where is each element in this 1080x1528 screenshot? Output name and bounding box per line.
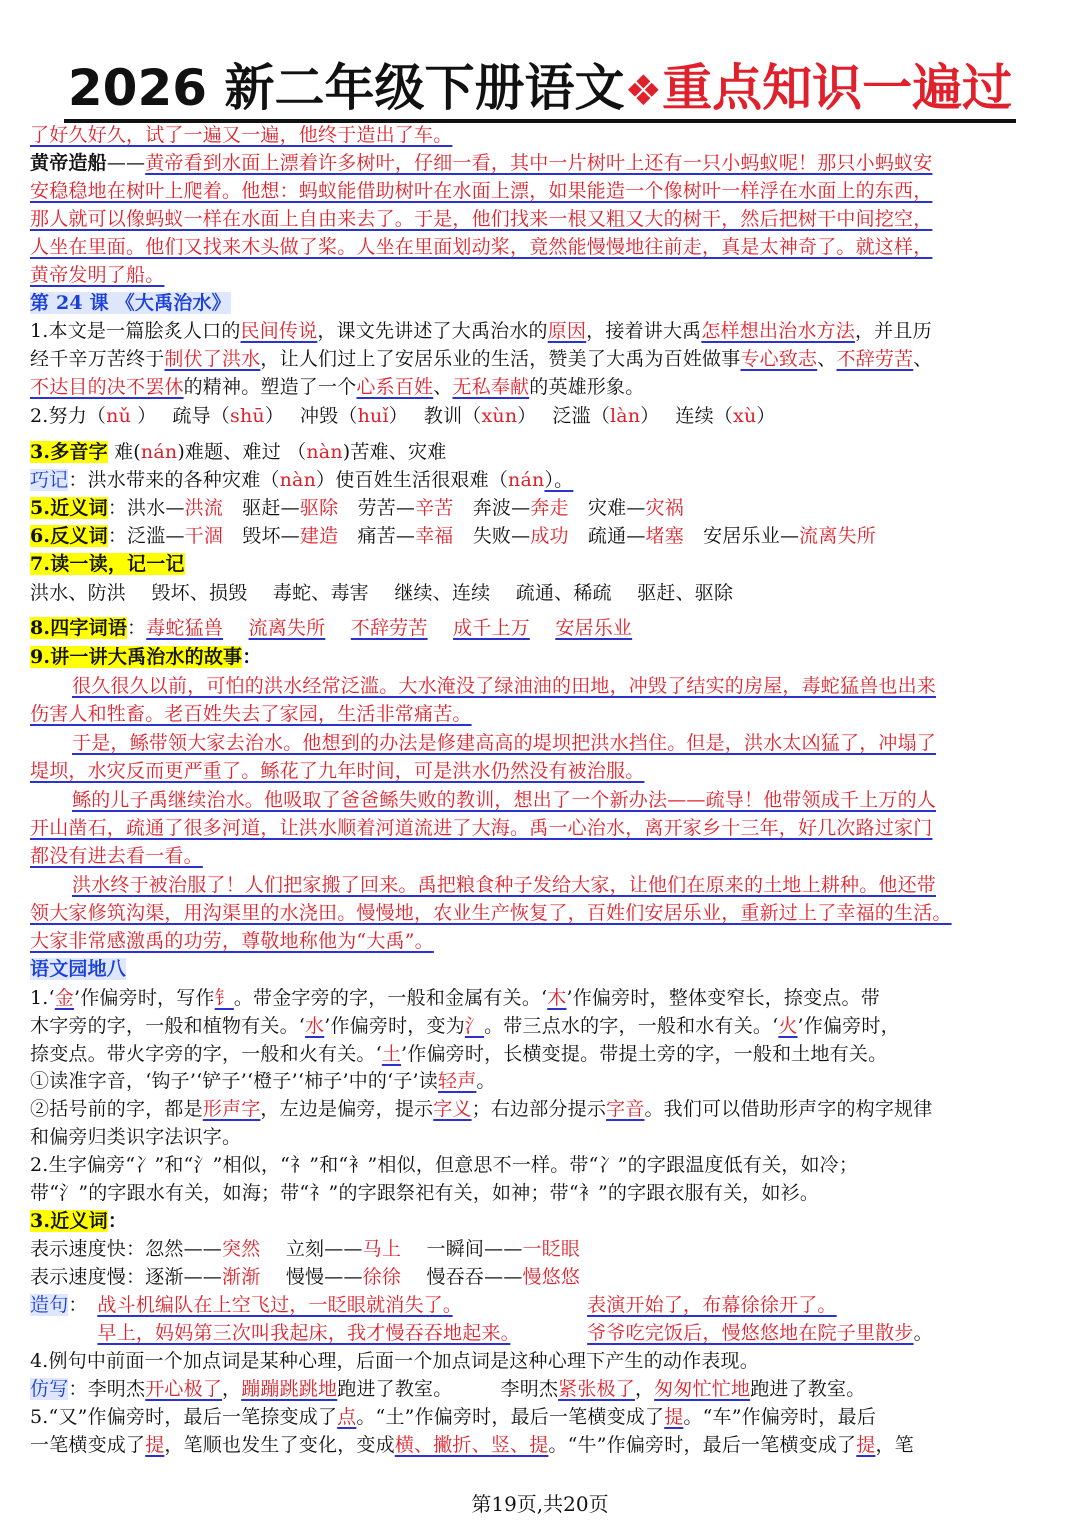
text-segment: ）使百姓生活很艰难（ — [316, 469, 509, 491]
text-segment: 和偏旁归类识字法识字。 — [30, 1126, 242, 1148]
text-segment: 表演开始了，布幕徐徐开了。 — [587, 1294, 837, 1316]
text-segment: 流离失所 — [248, 617, 326, 639]
text-segment: 不辞劳苦 — [350, 617, 428, 639]
text-segment: ：泛滥— — [107, 525, 185, 547]
text-segment: 一眨眼 — [522, 1238, 581, 1260]
text-segment: 安稳稳地在树叶上爬着。他想：蚂蚁能借助树叶在水面上漂，如果能造一个像树叶一样浮在水面上的东西， — [30, 180, 933, 202]
text-segment: 提 — [145, 1434, 165, 1456]
text-segment: 4.例句中前面一个加点词是某种心理，后面一个加点词是这种心理下产生的动作表现。 — [30, 1350, 759, 1372]
text-segment: 专心致志 — [740, 348, 818, 370]
text-line — [30, 1431, 1050, 1459]
text-segment: ：洪水带来的各种灾难（ — [68, 469, 280, 491]
text-segment: ） — [756, 405, 776, 427]
text-segment: 鲧的儿子禹继续治水。他吸取了爸爸鲧失败的教训，想出了一个新办法——疏导！他带领成千上万的人 — [72, 789, 937, 811]
text-segment: 慢慢—— — [260, 1266, 363, 1288]
text-segment: 痛苦— — [338, 525, 416, 547]
text-segment: 慢吞吞—— — [401, 1266, 523, 1288]
text-segment: ’作偏旁时，变为 — [324, 1015, 465, 1037]
diamond-icon: ❖ — [624, 66, 663, 115]
text-segment: 。“土”作偏旁时，最后一笔横变成了 — [356, 1406, 665, 1428]
text-line — [30, 1123, 1050, 1151]
text-segment: 人坐在里面。他们又找来木头做了桨。人坐在里面划动桨，竟然能慢慢地往前走，真是太神奇了。就这样， — [30, 236, 933, 258]
text-segment: 语文园地八 — [30, 958, 127, 980]
text-segment: 点 — [337, 1406, 357, 1428]
text-segment: 慢悠悠 — [522, 1266, 581, 1288]
text-segment: ’作偏旁时，写作 — [73, 987, 215, 1009]
text-segment: 早上，妈妈第三次叫我起床，我才慢吞吞地起来。 — [97, 1322, 511, 1344]
text-segment: 木字旁的字，一般和植物有关。‘ — [30, 1015, 306, 1037]
text-segment: ， — [634, 1378, 655, 1400]
text-segment: 1.本文是一篇脍炙人口的 — [30, 320, 241, 342]
text-segment: ，接着讲大禹 — [586, 320, 702, 342]
text-line — [30, 842, 1050, 870]
text-segment: ，并且历 — [854, 320, 932, 342]
text-segment — [510, 1322, 587, 1344]
text-segment: 跑进了教室。 李明杰 — [337, 1378, 559, 1400]
text-segment: 开山凿石，疏通了很多河道，让洪水顺着河道流进了大海。禹一心治水，离开家乡十三年，好几次路过家门 — [30, 817, 933, 839]
page-title — [0, 58, 1080, 123]
text-segment: )难题、难过 （ — [177, 441, 307, 463]
text-line — [30, 1235, 1050, 1263]
text-segment: 劳苦— — [338, 497, 416, 519]
text-segment: 伤害人和牲畜。老百姓失去了家园，生活非常痛苦。 — [30, 703, 472, 725]
text-segment: 建造 — [299, 525, 339, 547]
text-line — [30, 1040, 1050, 1068]
text-segment: ： — [68, 1294, 98, 1316]
text-segment: 仿写 — [30, 1378, 69, 1400]
text-line — [30, 438, 1050, 466]
text-segment: 9.讲一讲大禹治水的故事 — [30, 646, 243, 668]
text-segment: 制伏了洪水 — [164, 348, 261, 370]
text-segment: 蹦蹦跳跳地 — [241, 1378, 338, 1400]
text-segment: ） 疏导（ — [131, 405, 230, 427]
text-line — [30, 261, 1050, 289]
text-segment: —— — [106, 152, 146, 174]
text-segment: 经千辛万苦终于 — [30, 348, 165, 370]
text-segment: 爷爷吃完饭后，慢悠悠地在院子里散步 — [587, 1322, 914, 1344]
text-segment — [428, 617, 453, 639]
text-segment: 毒蛇猛兽 — [146, 617, 224, 639]
text-line — [30, 373, 1050, 401]
text-line — [30, 1263, 1050, 1291]
text-segment: 堵塞 — [645, 525, 684, 547]
text-line — [30, 814, 1050, 842]
text-segment: 提 — [664, 1406, 684, 1428]
text-segment: 奔波— — [453, 497, 531, 519]
text-segment: 3.近义词 — [30, 1210, 108, 1232]
text-line — [30, 345, 1050, 373]
text-segment: 不辞劳苦 — [836, 348, 914, 370]
text-segment: 的英雄形象。 — [529, 376, 645, 398]
text-segment: shū — [230, 405, 265, 427]
text-segment: 。 — [476, 1070, 496, 1092]
text-line — [30, 289, 1050, 317]
text-segment: 黄帝造船 — [30, 152, 107, 174]
text-segment: ’作偏旁时，整体变窄长，捺变点。带 — [566, 987, 880, 1009]
text-segment: 开心极了 — [145, 1378, 223, 1400]
text-line — [30, 1095, 1050, 1123]
text-segment: 成千上万 — [453, 617, 530, 639]
text-segment: 形声字 — [202, 1098, 261, 1120]
text-segment: 的精神。塑造了一个 — [183, 376, 357, 398]
text-line — [30, 927, 1050, 955]
text-segment: ） 教训（ — [388, 405, 482, 427]
text-line — [30, 466, 1050, 494]
text-segment: 2.生字偏旁“冫”和“氵”相似，“礻”和“衤”相似，但意思不一样。带“冫”的字跟温度低有关，如冷； — [30, 1154, 859, 1176]
text-segment: 无私奉献 — [452, 376, 530, 398]
text-segment: 。带三点水的字，一般和水有关。‘ — [484, 1015, 779, 1037]
text-segment: 钅 — [214, 987, 234, 1009]
text-segment: ）。 — [544, 469, 574, 491]
text-line — [30, 643, 1050, 671]
text-segment: ：洪水— — [107, 497, 185, 519]
text-segment: 黄帝发明了船。 — [30, 264, 165, 286]
text-segment: huǐ — [357, 405, 389, 427]
text-segment: 火 — [778, 1015, 798, 1037]
text-line — [30, 579, 1050, 607]
text-segment: ， — [222, 1378, 242, 1400]
text-segment: 造句 — [30, 1294, 69, 1316]
text-segment: 马上 — [362, 1238, 402, 1260]
text-segment: 不达目的决不罢休 — [30, 376, 184, 398]
text-line — [30, 177, 1050, 205]
text-segment: ’作偏旁时， — [797, 1015, 900, 1037]
text-segment: 徐徐 — [362, 1266, 402, 1288]
text-segment: 立刻—— — [260, 1238, 363, 1260]
text-segment: ） 冲毁（ — [264, 405, 358, 427]
text-segment: 心系百姓 — [356, 376, 434, 398]
text-segment: 疏通— — [568, 525, 646, 547]
text-segment: 紧张极了 — [558, 1378, 635, 1400]
text-segment: 一瞬间—— — [401, 1238, 523, 1260]
text-line — [30, 317, 1050, 345]
text-line — [30, 1179, 1050, 1207]
text-segment: 都没有进去看一看。 — [30, 845, 203, 867]
text-segment: ；右边部分提示 — [471, 1098, 607, 1120]
text-segment: 。“牛”作偏旁时，最后一笔横变成了 — [548, 1434, 857, 1456]
text-segment: 灾难— — [568, 497, 646, 519]
text-line — [30, 402, 1050, 430]
text-segment: 驱除 — [299, 497, 339, 519]
text-segment: 水 — [305, 1015, 325, 1037]
text-segment: 1.‘ — [30, 987, 55, 1009]
text-line — [30, 1403, 1050, 1431]
title-main: 2026 新二年级下册语文 — [67, 59, 625, 117]
text-segment: nàn — [279, 469, 317, 491]
text-segment: 安居乐业— — [683, 525, 800, 547]
text-segment: 堤坝，水灾反而更严重了。鲧花了九年时间，可是洪水仍然没有被治服。 — [30, 760, 645, 782]
text-line — [30, 522, 1050, 550]
text-segment: 字义 — [433, 1098, 472, 1120]
text-segment: 一笔横变成了 — [30, 1434, 146, 1456]
text-line — [30, 700, 1050, 728]
text-segment: 、 — [913, 348, 933, 370]
text-line — [30, 233, 1050, 261]
text-line — [30, 984, 1050, 1012]
text-segment: 木 — [547, 987, 567, 1009]
text-line — [30, 1375, 1050, 1403]
text-segment: 土 — [381, 1043, 402, 1065]
text-segment: ） 连续（ — [640, 405, 734, 427]
text-segment: 渐渐 — [222, 1266, 261, 1288]
text-segment: 突然 — [222, 1238, 261, 1260]
text-segment: 横、撇折、竖、提 — [394, 1434, 549, 1456]
text-segment: 。我们可以借助形声字的构字规律 — [644, 1098, 933, 1120]
text-segment: ，笔 — [875, 1434, 914, 1456]
text-segment: 表示速度慢：逐渐—— — [30, 1266, 223, 1288]
text-segment: 提 — [856, 1434, 876, 1456]
text-segment: làn — [610, 405, 641, 427]
text-line — [30, 494, 1050, 522]
text-segment: 5.近义词 — [30, 497, 108, 519]
text-segment: 灾祸 — [645, 497, 684, 519]
text-segment: 安居乐业 — [555, 617, 633, 639]
text-segment: )苦难、灾难 — [342, 441, 447, 463]
text-line — [30, 1291, 1050, 1319]
text-segment: 很久很久以前，可怕的洪水经常泛滥。大水淹没了绿油油的田地，冲毁了结实的房屋，毒蛇猛兽也出来 — [72, 675, 937, 697]
text-segment: 巧记 — [30, 469, 69, 491]
text-segment: nán — [508, 469, 545, 491]
text-segment: 。 — [913, 1322, 933, 1344]
text-segment — [223, 617, 248, 639]
text-line — [30, 1207, 1050, 1235]
text-segment: 6.反义词 — [30, 525, 108, 547]
title-highlight: 重点知识一遍过 — [662, 59, 1013, 117]
text-segment: ，课文先讲述了大禹治水的 — [317, 320, 548, 342]
text-segment: 了好久好久，试了一遍又一遍，他终于造出了车。 — [30, 124, 453, 146]
text-line — [30, 955, 1050, 983]
text-segment — [72, 1322, 97, 1344]
text-segment: nǔ — [106, 405, 132, 427]
text-segment: ①读准字音，‘钩子’‘铲子’‘橙子’‘柿子’中的‘子’读 — [30, 1070, 438, 1092]
text-line — [30, 1319, 1050, 1347]
text-segment: 洪流 — [184, 497, 224, 519]
text-segment: 辛苦 — [415, 497, 454, 519]
text-line — [30, 1151, 1050, 1179]
text-segment: ） 泛滥（ — [517, 405, 611, 427]
text-segment: xùn — [481, 405, 518, 427]
text-segment: 氵 — [464, 1015, 485, 1037]
text-line — [30, 614, 1050, 642]
text-segment: 民间传说 — [240, 320, 318, 342]
text-segment: 跑进了教室。 — [750, 1378, 866, 1400]
text-segment: 金 — [54, 987, 74, 1009]
text-line — [30, 757, 1050, 785]
text-segment: 于是，鲧带领大家去治水。他想到的办法是修建高高的堤坝把洪水挡住。但是，洪水太凶猛了，冲塌了 — [72, 732, 937, 754]
text-segment: 毁坏— — [223, 525, 300, 547]
text-segment: xù — [733, 405, 757, 427]
text-segment: 字音 — [606, 1098, 645, 1120]
text-segment: 7.读一读，记一记 — [30, 553, 185, 575]
page-footer: 第19页,共20页 — [471, 1492, 609, 1516]
text-segment: 领大家修筑沟渠，用沟渠里的水浇田。慢慢地，农业生产恢复了，百姓们安居乐业，重新过上了幸福的生活。 — [30, 902, 952, 924]
text-segment: 驱赶— — [223, 497, 300, 519]
text-segment: 成功 — [530, 525, 569, 547]
text-segment: ：李明杰 — [68, 1378, 146, 1400]
text-segment: 那人就可以像蚂蚁一样在水面上自由来去了。于是，他们找来一根又粗又大的树干，然后把树干中间挖空， — [30, 208, 933, 230]
text-segment: ，笔顺也发生了变化，变成 — [164, 1434, 395, 1456]
text-segment — [530, 617, 555, 639]
text-line — [30, 729, 1050, 757]
text-line — [30, 786, 1050, 814]
text-line — [30, 672, 1050, 700]
text-segment: 。带金字旁的字，一般和金属有关。‘ — [233, 987, 548, 1009]
text-segment: ： — [127, 617, 147, 639]
text-segment: ’作偏旁时，长横变提。带提土旁的字，一般和土地有关。 — [401, 1043, 888, 1065]
text-line — [30, 205, 1050, 233]
text-segment — [453, 1294, 587, 1316]
text-segment: 洪水终于被治服了！人们把家搬了回来。禹把粮食种子发给大家，让他们在原来的土地上耕种。他还带 — [72, 874, 937, 896]
text-segment: 奔走 — [530, 497, 569, 519]
text-segment: 失败— — [453, 525, 531, 547]
text-line — [30, 871, 1050, 899]
text-segment: ，让人们过上了安居乐业的生活，赞美了大禹为百姓做事 — [260, 348, 741, 370]
text-line — [30, 1347, 1050, 1375]
text-segment: 战斗机编队在上空飞过，一眨眼就消失了。 — [97, 1294, 453, 1316]
text-segment: ，左边是偏旁，提示 — [260, 1098, 434, 1120]
text-segment: 2.努力（ — [30, 405, 107, 427]
text-segment: 轻声 — [438, 1070, 477, 1092]
text-line — [30, 899, 1050, 927]
text-line — [30, 149, 1050, 177]
text-segment: 原因 — [547, 320, 587, 342]
text-segment: 怎样想出治水方法 — [701, 320, 855, 342]
text-segment: ： — [107, 1210, 128, 1232]
text-segment: 流离失所 — [799, 525, 876, 547]
text-segment — [325, 617, 350, 639]
text-line — [30, 1067, 1050, 1095]
text-segment: 带“氵”的字跟水有关，如海；带“礻”的字跟祭祀有关，如神；带“衤”的字跟衣服有关，如衫。 — [30, 1182, 820, 1204]
text-segment: 洪水、防洪 毁坏、损毁 毒蛇、毒害 继续、连续 疏通、稀疏 驱赶、驱除 — [30, 582, 734, 604]
text-line — [30, 121, 1050, 149]
text-segment: 5.“又”作偏旁时，最后一笔捺变成了 — [30, 1406, 338, 1428]
text-segment: 表示速度快：忽然—— — [30, 1238, 223, 1260]
text-segment: 匆匆忙忙地 — [654, 1378, 751, 1400]
text-segment: 干涸 — [184, 525, 224, 547]
text-segment: nán — [140, 441, 178, 463]
text-segment: 捺变点。带火字旁的字，一般和火有关。‘ — [30, 1043, 382, 1065]
text-segment: 3.多音字 — [30, 441, 108, 463]
text-segment: 幸福 — [415, 525, 454, 547]
text-segment: 、 — [433, 376, 453, 398]
text-segment: 。“车”作偏旁时，最后 — [683, 1406, 877, 1428]
text-segment: 、 — [817, 348, 837, 370]
text-segment: 难( — [107, 441, 141, 463]
text-segment: ②括号前的字，都是 — [30, 1098, 203, 1120]
text-line — [30, 550, 1050, 578]
text-segment: 大家非常感激禹的功劳，尊敬地称他为“大禹”。 — [30, 930, 434, 952]
text-segment: 8.四字词语 — [30, 617, 128, 639]
text-line — [30, 1012, 1050, 1040]
text-segment: ： — [242, 646, 262, 668]
text-segment: 黄帝看到水面上漂着许多树叶，仔细一看，其中一片树叶上还有一只小蚂蚁呢！那只小蚂蚁安 — [145, 152, 933, 174]
text-segment: 第 24 课 《大禹治水》 — [30, 292, 231, 314]
text-segment: nàn — [306, 441, 343, 463]
title-underline-wrap — [64, 60, 1016, 123]
